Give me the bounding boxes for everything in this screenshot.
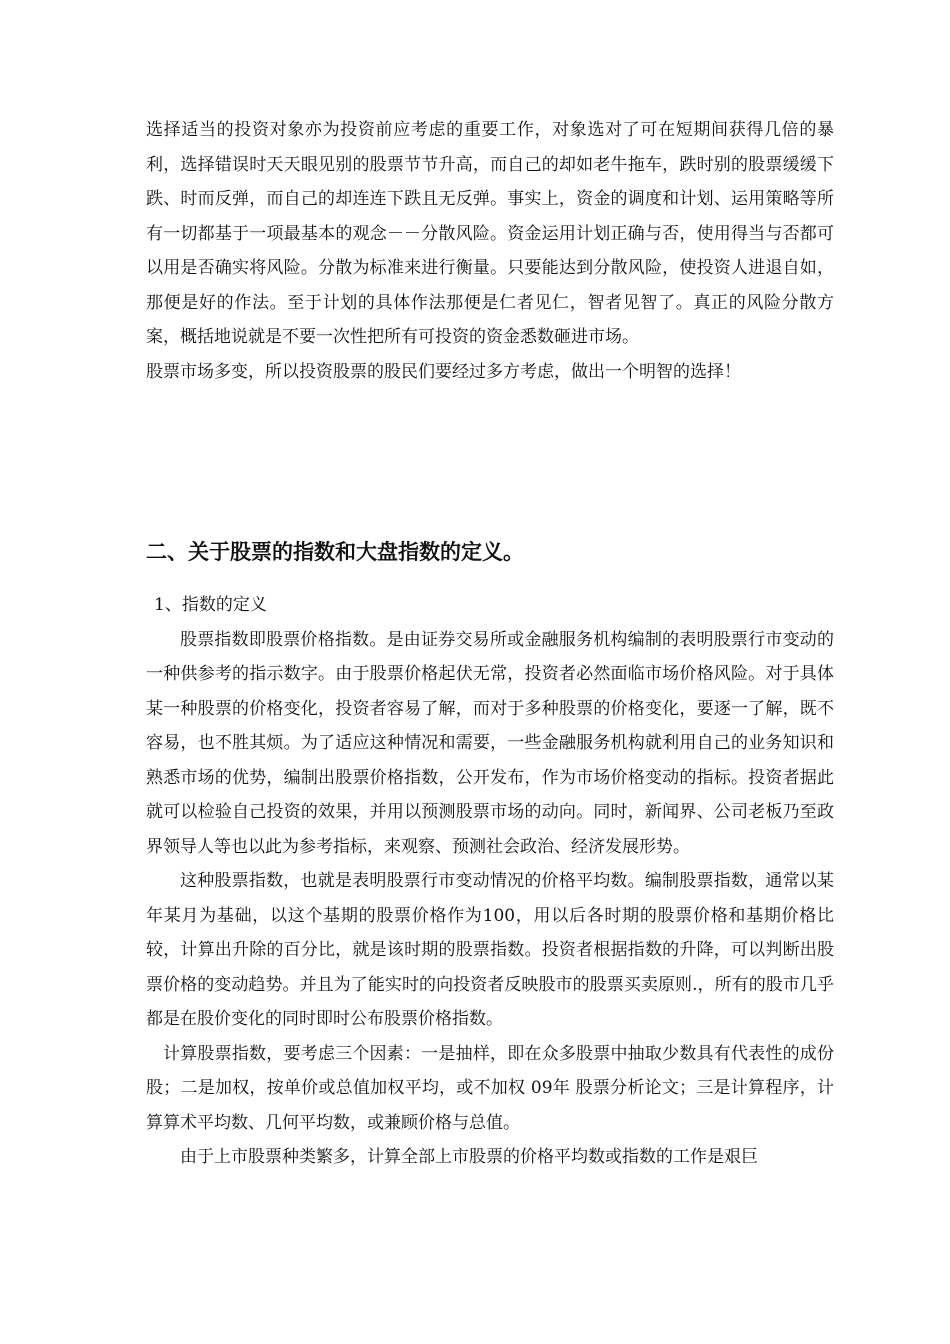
- subsection-heading: 1、指数的定义: [154, 595, 267, 615]
- intro-conclusion: 股票市场多变，所以投资股票的股民们要经过多方考虑，做出一个明智的选择！: [146, 361, 741, 382]
- intro-paragraph: 选择适当的投资对象亦为投资前应考虑的重要工作，对象选对了可在短期间获得几倍的暴利，选择错误时天天眼见别的股票节节升高，而自己的却如老牛拖车，跌时别的股票缓缓下跌、时而反弹，而自己的却连连下跌且无反弹。事实上，资金的调度和计划、运用策略等所有一切都基于一项最基本的观念－－分散风险。资金运用计划正确与否，使用得当与否都可以用是否确实将风险。分散为标准来进行衡量。只要能达到分散风险，使投资人进退自如，那便是好的作法。至于计划的具体作法那便是仁者见仁，智者见智了。真正的风险分散方案，概括地说就是不要一次性把所有可投资的资金悉数砸进市场。: [146, 120, 834, 347]
- body-paragraph: 股票指数即股票价格指数。是由证券交易所或金融服务机构编制的表明股票行市变动的一种供参考的指示数字。由于股票价格起伏无常，投资者必然面临市场价格风险。对于具体某一种股票的价格变化，投资者容易了解，而对于多种股票的价格变化，要逐一了解，既不容易，也不胜其烦。为了适应这种情况和需要，一些金融服务机构就利用自己的业务知识和熟悉市场的优势，编制出股票价格指数，公开发布，作为市场价格变动的指标。投资者据此就可以检验自己投资的效果，并用以预测股票市场的动向。同时，新闻界、公司老板乃至政界领导人等也以此为参考指标，来观察、预测社会政治、经济发展形势。: [146, 629, 834, 857]
- body-paragraph: 这种股票指数，也就是表明股票行市变动情况的价格平均数。编制股票指数，通常以某年某月为基础，以这个基期的股票价格作为100，用以后各时期的股票价格和基期价格比较，计算出升除的百分比，就是该时期的股票指数。投资者根据指数的升降，可以判断出股票价格的变动趋势。并且为了能实时的向投资者反映股市的股票买卖原则.，所有的股市几乎都是在股价变化的同时即时公布股票价格指数。: [146, 871, 834, 1029]
- section-heading: 二、关于股票的指数和大盘指数的定义。: [146, 540, 524, 564]
- index-definition-section: [146, 588, 834, 1175]
- body-paragraph: 计算股票指数，要考虑三个因素：一是抽样，即在众多股票中抽取少数具有代表性的成份股；二是加权，按单价或总值加权平均，或不加权 09年 股票分析论文；三是计算程序，计算算术平均数、几何平均数，或兼顾价格与总值。: [146, 1043, 834, 1133]
- body-paragraph: 由于上市股票种类繁多，计算全部上市股票的价格平均数或指数的工作是艰巨: [180, 1147, 758, 1167]
- intro-section: [146, 113, 834, 389]
